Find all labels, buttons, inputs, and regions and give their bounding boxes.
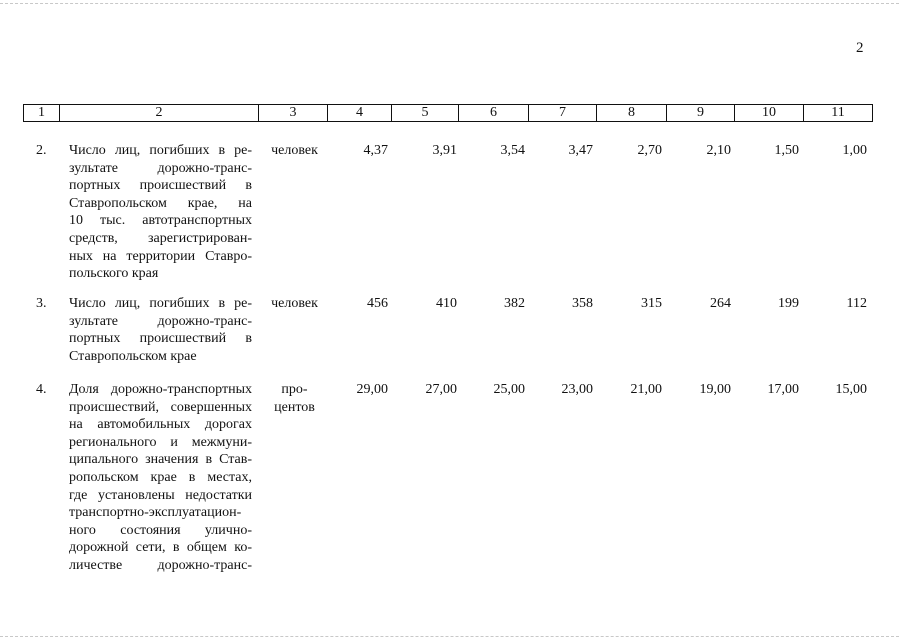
value-col-6: 3,54 bbox=[500, 143, 525, 158]
unit-line: про- bbox=[281, 382, 308, 397]
value-col-9: 264 bbox=[710, 296, 731, 311]
indicator-name-line: транспортно-эксплуатацион- bbox=[69, 505, 242, 521]
header-col-6: 6 bbox=[459, 105, 529, 122]
indicator-name-line: Ставропольском крае bbox=[69, 348, 197, 364]
indicator-name bbox=[69, 142, 252, 283]
indicator-name-line: портных происшествий в bbox=[69, 331, 252, 347]
indicator-name-line: Число лиц, погибших в ре- bbox=[69, 296, 252, 311]
indicator-name-line: личестве дорожно-транс- bbox=[69, 557, 252, 573]
indicator-name-line: 10 тыс. автотранспортных bbox=[69, 213, 252, 229]
header-col-5: 5 bbox=[392, 105, 459, 122]
header-col-10: 10 bbox=[735, 105, 804, 122]
page-number: 2 bbox=[856, 40, 864, 56]
indicator-name bbox=[69, 295, 252, 365]
value-col-4: 4,37 bbox=[363, 143, 388, 158]
column-number-header bbox=[23, 104, 873, 122]
indicator-name-line: дорожной сети, в общем ко- bbox=[69, 540, 252, 556]
row-number: 3. bbox=[36, 296, 47, 311]
scan-edge-top bbox=[0, 3, 899, 5]
value-col-7: 358 bbox=[572, 296, 593, 311]
indicator-name-line: происшествий, совершенных bbox=[69, 399, 252, 415]
value-col-10: 199 bbox=[778, 296, 799, 311]
value-col-5: 410 bbox=[436, 296, 457, 311]
indicator-name-line: Доля дорожно-транспортных bbox=[69, 382, 252, 397]
indicator-name-line: ропольском крае в местах, bbox=[69, 469, 252, 485]
header-row bbox=[24, 105, 873, 122]
header-col-8: 8 bbox=[597, 105, 667, 122]
unit-of-measure: человек bbox=[271, 143, 318, 158]
header-col-3: 3 bbox=[259, 105, 328, 122]
indicator-name-line: портных происшествий в bbox=[69, 178, 252, 194]
header-col-4: 4 bbox=[328, 105, 392, 122]
value-col-11: 1,00 bbox=[842, 143, 867, 158]
indicator-name-line: ципального значения в Став- bbox=[69, 452, 252, 468]
row-number: 4. bbox=[36, 382, 47, 397]
scan-edge-bottom bbox=[0, 636, 899, 638]
indicator-name-line: Ставропольском крае, на bbox=[69, 195, 252, 211]
value-col-4: 29,00 bbox=[356, 382, 388, 397]
header-col-1: 1 bbox=[24, 105, 60, 122]
value-col-11: 15,00 bbox=[835, 382, 867, 397]
row-number: 2. bbox=[36, 143, 47, 158]
indicator-name-line: ного состояния улично- bbox=[69, 522, 252, 538]
indicator-name-line: на автомобильных дорогах bbox=[69, 417, 252, 433]
unit-of-measure: человек bbox=[271, 296, 318, 311]
indicator-name-line: средств, зарегистрирован- bbox=[69, 230, 252, 246]
value-col-6: 25,00 bbox=[493, 382, 525, 397]
value-col-6: 382 bbox=[504, 296, 525, 311]
indicator-name bbox=[69, 381, 252, 575]
indicator-name-line: где установлены недостатки bbox=[69, 487, 252, 503]
value-col-4: 456 bbox=[367, 296, 388, 311]
unit-line: центов bbox=[274, 399, 315, 415]
value-col-5: 3,91 bbox=[432, 143, 457, 158]
indicator-name-line: польского края bbox=[69, 266, 159, 282]
indicator-name-line: регионального и межмуни- bbox=[69, 434, 252, 450]
value-col-9: 19,00 bbox=[699, 382, 731, 397]
value-col-8: 21,00 bbox=[630, 382, 662, 397]
indicator-name-line: зультате дорожно-транс- bbox=[69, 160, 252, 176]
header-col-2: 2 bbox=[60, 105, 259, 122]
value-col-9: 2,10 bbox=[706, 143, 731, 158]
header-col-11: 11 bbox=[804, 105, 873, 122]
header-col-9: 9 bbox=[667, 105, 735, 122]
header-col-7: 7 bbox=[529, 105, 597, 122]
indicator-name-line: ных на территории Ставро- bbox=[69, 248, 252, 264]
indicator-name-line: Число лиц, погибших в ре- bbox=[69, 143, 252, 158]
value-col-7: 3,47 bbox=[568, 143, 593, 158]
value-col-5: 27,00 bbox=[425, 382, 457, 397]
value-col-8: 315 bbox=[641, 296, 662, 311]
value-col-10: 1,50 bbox=[774, 143, 799, 158]
indicator-name-line: зультате дорожно-транс- bbox=[69, 313, 252, 329]
value-col-10: 17,00 bbox=[767, 382, 799, 397]
value-col-11: 112 bbox=[846, 296, 867, 311]
value-col-8: 2,70 bbox=[637, 143, 662, 158]
value-col-7: 23,00 bbox=[561, 382, 593, 397]
unit-of-measure bbox=[262, 381, 327, 416]
